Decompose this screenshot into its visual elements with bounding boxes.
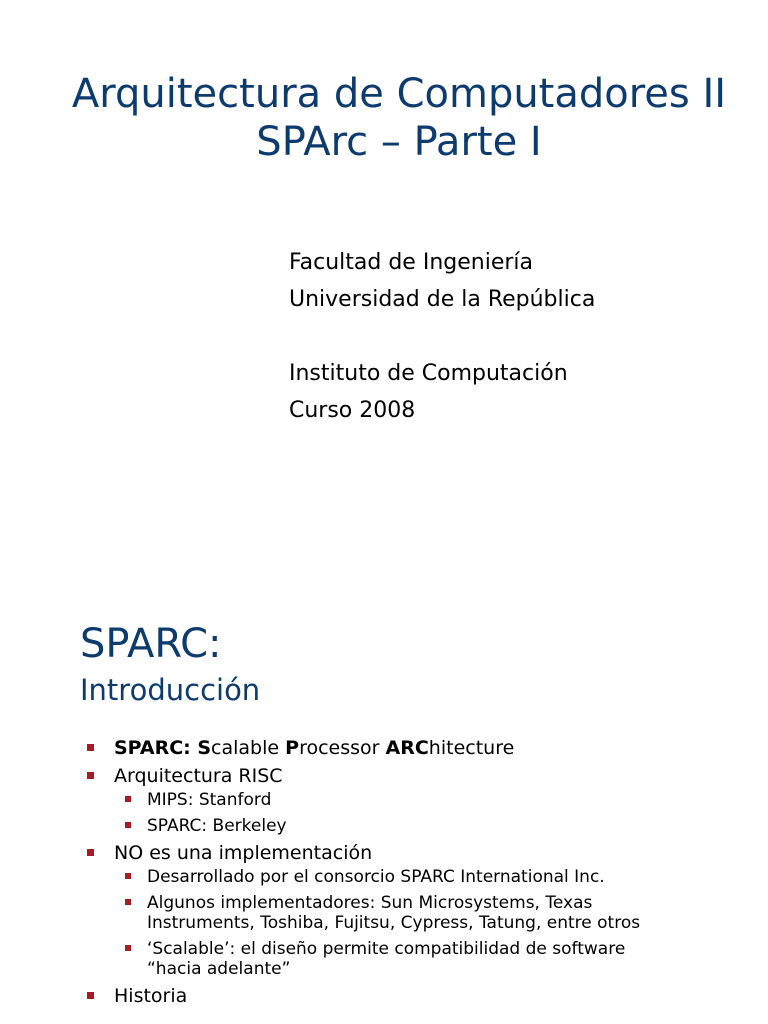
sub-list — [114, 790, 747, 836]
acronym-letter: S — [197, 737, 212, 759]
acronym-rest: hitecture — [428, 737, 515, 759]
course-text: Curso 2008 — [289, 398, 416, 423]
square-bullet-icon — [87, 849, 94, 856]
sub-list-item-text-line: “hacia adelante” — [147, 959, 291, 979]
sub-list-item-text-line: Instruments, Toshiba, Fujitsu, Cypress, Tatung, entre otros — [147, 913, 641, 933]
sub-list-item-text-line: ‘Scalable’: el diseño permite compatibilidad de software — [147, 939, 626, 959]
acronym-rest: rocessor — [299, 737, 386, 759]
square-bullet-icon — [125, 822, 131, 828]
list-item — [87, 985, 747, 1008]
sub-list-item — [114, 790, 747, 810]
institution-block — [289, 244, 595, 318]
sub-list-item — [114, 816, 747, 836]
sparc-label: SPARC: — [114, 737, 198, 759]
faculty-text: Facultad de Ingeniería — [289, 250, 533, 275]
list-item-text: Historia — [114, 985, 188, 1007]
course-block — [289, 355, 595, 429]
acronym-letter: ARC — [385, 737, 429, 759]
acronym-letter: P — [285, 737, 300, 759]
sub-list — [114, 867, 747, 979]
sub-list-item — [114, 893, 747, 933]
list-item-text: Arquitectura RISC — [114, 765, 283, 787]
square-bullet-icon — [125, 796, 131, 802]
sub-list-item — [114, 939, 747, 979]
acronym-rest: calable — [211, 737, 286, 759]
university-text: Universidad de la República — [289, 287, 596, 312]
intro-title-main: SPARC: — [80, 621, 222, 667]
sub-list-item-text: Desarrollado por el consorcio SPARC International Inc. — [147, 867, 605, 887]
slide-subtitle — [289, 244, 595, 429]
sub-list-item-text: MIPS: Stanford — [147, 790, 272, 810]
list-item — [87, 737, 747, 760]
sub-list-item-text: SPARC: Berkeley — [147, 816, 287, 836]
square-bullet-icon — [125, 873, 131, 879]
square-bullet-icon — [87, 772, 94, 779]
list-item-text: NO es una implementación — [114, 842, 373, 864]
intro-title-sub: Introducción — [80, 673, 261, 707]
title-line-2: SPArc – Parte I — [256, 119, 542, 165]
list-item — [87, 842, 747, 979]
square-bullet-icon — [87, 992, 94, 999]
square-bullet-icon — [125, 899, 131, 905]
square-bullet-icon — [125, 945, 131, 951]
slide-title — [0, 70, 768, 166]
bullet-list — [87, 737, 747, 1013]
square-bullet-icon — [87, 744, 94, 751]
sub-list-item-text-line: Algunos implementadores: Sun Microsystems, Texas — [147, 893, 593, 913]
sub-list-item — [114, 867, 747, 887]
title-line-1: Arquitectura de Computadores II — [71, 71, 727, 117]
intro-slide — [0, 560, 768, 1024]
intro-title — [80, 620, 260, 712]
institute-text: Instituto de Computación — [289, 361, 568, 386]
list-item — [87, 765, 747, 836]
